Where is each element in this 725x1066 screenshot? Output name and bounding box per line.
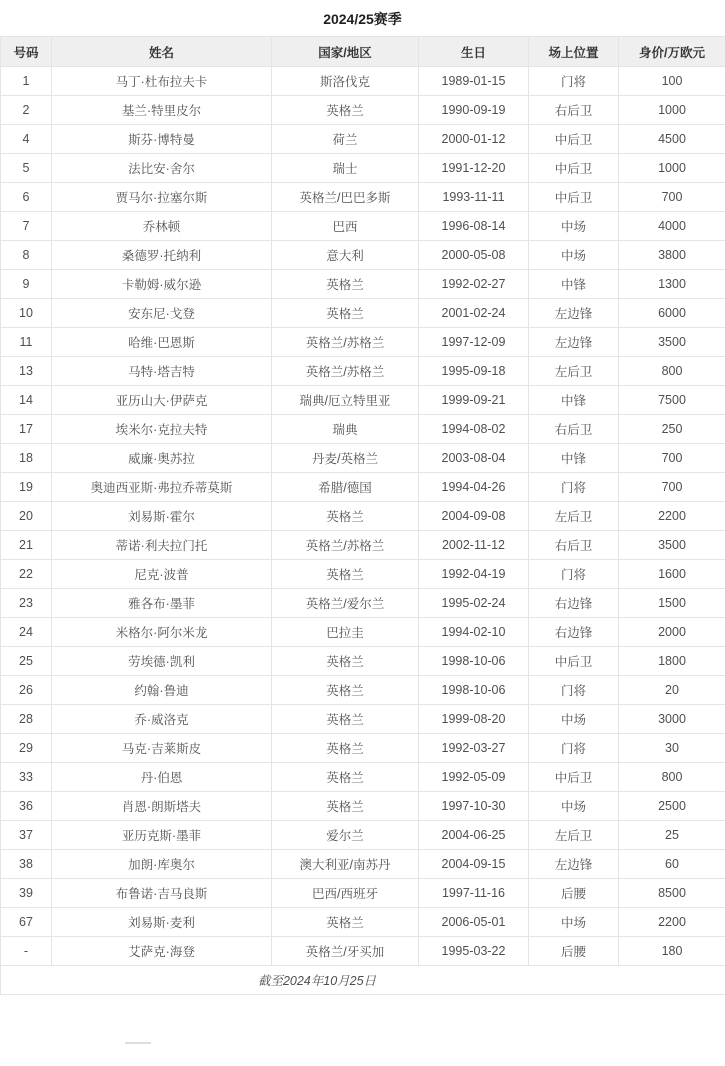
table-footnote: 截至2024年10月25日: [1, 966, 725, 995]
cell-value: 3500: [619, 531, 725, 560]
cell-position: 后腰: [529, 937, 619, 966]
table-row: [1, 386, 725, 415]
column-header-number: 号码: [1, 37, 52, 67]
cell-position: 中场: [529, 792, 619, 821]
cell-birthday: 2004-09-08: [419, 502, 529, 531]
cell-number: 9: [1, 270, 52, 299]
cell-name: 威廉·奥苏拉: [52, 444, 272, 473]
cell-nation: 巴西/西班牙: [272, 879, 419, 908]
cell-name: 加朗·库奥尔: [52, 850, 272, 879]
cell-value: 800: [619, 357, 725, 386]
cell-number: 36: [1, 792, 52, 821]
cell-value: 100: [619, 67, 725, 96]
cell-value: 1000: [619, 96, 725, 125]
cell-number: 18: [1, 444, 52, 473]
cell-number: 21: [1, 531, 52, 560]
cell-nation: 英格兰/苏格兰: [272, 328, 419, 357]
cell-position: 门将: [529, 676, 619, 705]
cell-value: 2200: [619, 502, 725, 531]
cell-value: 1600: [619, 560, 725, 589]
table-row: [1, 763, 725, 792]
cell-name: 乔林顿: [52, 212, 272, 241]
cell-birthday: 2002-11-12: [419, 531, 529, 560]
cell-position: 后腰: [529, 879, 619, 908]
cell-value: 2500: [619, 792, 725, 821]
cell-nation: 英格兰/牙买加: [272, 937, 419, 966]
cell-value: 30: [619, 734, 725, 763]
cell-nation: 斯洛伐克: [272, 67, 419, 96]
cell-number: 11: [1, 328, 52, 357]
cell-birthday: 1997-10-30: [419, 792, 529, 821]
cell-number: 2: [1, 96, 52, 125]
cell-birthday: 1991-12-20: [419, 154, 529, 183]
table-row: [1, 589, 725, 618]
cell-position: 中场: [529, 908, 619, 937]
cell-nation: 英格兰: [272, 734, 419, 763]
table-row: [1, 647, 725, 676]
table-row: [1, 328, 725, 357]
cell-value: 4000: [619, 212, 725, 241]
cell-position: 中场: [529, 241, 619, 270]
table-row: [1, 734, 725, 763]
table-row: [1, 531, 725, 560]
table-row: [1, 357, 725, 386]
cell-position: 中锋: [529, 444, 619, 473]
cell-position: 右后卫: [529, 96, 619, 125]
cell-name: 哈维·巴恩斯: [52, 328, 272, 357]
cell-name: 刘易斯·麦利: [52, 908, 272, 937]
cell-birthday: 2006-05-01: [419, 908, 529, 937]
cell-value: 2200: [619, 908, 725, 937]
cell-value: 1000: [619, 154, 725, 183]
table-row: [1, 879, 725, 908]
bottom-dash: [125, 1042, 151, 1044]
cell-number: -: [1, 937, 52, 966]
cell-birthday: 2000-05-08: [419, 241, 529, 270]
cell-birthday: 1995-02-24: [419, 589, 529, 618]
cell-nation: 瑞典/厄立特里亚: [272, 386, 419, 415]
cell-number: 25: [1, 647, 52, 676]
cell-nation: 英格兰: [272, 705, 419, 734]
cell-nation: 英格兰: [272, 763, 419, 792]
cell-name: 亚历克斯·墨菲: [52, 821, 272, 850]
cell-birthday: 2004-09-15: [419, 850, 529, 879]
table-row: [1, 299, 725, 328]
cell-nation: 英格兰: [272, 502, 419, 531]
cell-number: 10: [1, 299, 52, 328]
table-row: [1, 850, 725, 879]
cell-name: 安东尼·戈登: [52, 299, 272, 328]
cell-nation: 瑞典: [272, 415, 419, 444]
cell-value: 3800: [619, 241, 725, 270]
cell-position: 门将: [529, 67, 619, 96]
table-row: [1, 502, 725, 531]
cell-name: 埃米尔·克拉夫特: [52, 415, 272, 444]
cell-value: 2000: [619, 618, 725, 647]
cell-name: 肖恩·朗斯塔夫: [52, 792, 272, 821]
cell-birthday: 1996-08-14: [419, 212, 529, 241]
table-row: [1, 241, 725, 270]
cell-number: 1: [1, 67, 52, 96]
footer-row: [1, 966, 725, 995]
cell-position: 门将: [529, 473, 619, 502]
table-row: [1, 560, 725, 589]
cell-position: 门将: [529, 734, 619, 763]
cell-birthday: 1992-04-19: [419, 560, 529, 589]
cell-nation: 爱尔兰: [272, 821, 419, 850]
cell-nation: 意大利: [272, 241, 419, 270]
cell-name: 贾马尔·拉塞尔斯: [52, 183, 272, 212]
table-row: [1, 67, 725, 96]
cell-position: 门将: [529, 560, 619, 589]
cell-nation: 英格兰/苏格兰: [272, 357, 419, 386]
cell-value: 60: [619, 850, 725, 879]
table-row: [1, 415, 725, 444]
cell-number: 6: [1, 183, 52, 212]
cell-name: 乔·威洛克: [52, 705, 272, 734]
cell-name: 刘易斯·霍尔: [52, 502, 272, 531]
cell-nation: 英格兰: [272, 792, 419, 821]
cell-value: 250: [619, 415, 725, 444]
cell-position: 中后卫: [529, 183, 619, 212]
table-footer: [1, 966, 725, 995]
cell-number: 29: [1, 734, 52, 763]
cell-birthday: 1995-09-18: [419, 357, 529, 386]
table-row: [1, 821, 725, 850]
cell-number: 19: [1, 473, 52, 502]
cell-name: 马特·塔吉特: [52, 357, 272, 386]
column-header-value: 身价/万欧元: [619, 37, 725, 67]
cell-position: 中后卫: [529, 125, 619, 154]
column-header-birthday: 生日: [419, 37, 529, 67]
cell-nation: 英格兰: [272, 908, 419, 937]
cell-position: 左边锋: [529, 850, 619, 879]
cell-nation: 英格兰: [272, 676, 419, 705]
cell-number: 13: [1, 357, 52, 386]
cell-value: 8500: [619, 879, 725, 908]
column-header-name: 姓名: [52, 37, 272, 67]
table-row: [1, 96, 725, 125]
cell-nation: 英格兰/巴巴多斯: [272, 183, 419, 212]
cell-position: 左边锋: [529, 328, 619, 357]
cell-number: 8: [1, 241, 52, 270]
cell-position: 左边锋: [529, 299, 619, 328]
cell-birthday: 2001-02-24: [419, 299, 529, 328]
cell-position: 中后卫: [529, 763, 619, 792]
cell-name: 卡勒姆·威尔逊: [52, 270, 272, 299]
table-row: [1, 183, 725, 212]
table-row: [1, 444, 725, 473]
cell-nation: 丹麦/英格兰: [272, 444, 419, 473]
cell-birthday: 1999-09-21: [419, 386, 529, 415]
cell-value: 700: [619, 183, 725, 212]
cell-name: 艾萨克·海登: [52, 937, 272, 966]
table-row: [1, 908, 725, 937]
cell-name: 布鲁诺·吉马良斯: [52, 879, 272, 908]
cell-nation: 英格兰: [272, 96, 419, 125]
cell-name: 亚历山大·伊萨克: [52, 386, 272, 415]
cell-position: 左后卫: [529, 821, 619, 850]
cell-nation: 英格兰: [272, 270, 419, 299]
cell-birthday: 1990-09-19: [419, 96, 529, 125]
cell-value: 3500: [619, 328, 725, 357]
cell-birthday: 1989-01-15: [419, 67, 529, 96]
cell-position: 右边锋: [529, 618, 619, 647]
cell-value: 180: [619, 937, 725, 966]
cell-number: 4: [1, 125, 52, 154]
cell-birthday: 1994-04-26: [419, 473, 529, 502]
cell-nation: 英格兰/苏格兰: [272, 531, 419, 560]
cell-position: 右后卫: [529, 531, 619, 560]
cell-position: 中后卫: [529, 647, 619, 676]
cell-nation: 英格兰: [272, 560, 419, 589]
cell-position: 右后卫: [529, 415, 619, 444]
cell-number: 5: [1, 154, 52, 183]
cell-nation: 瑞士: [272, 154, 419, 183]
cell-nation: 英格兰: [272, 299, 419, 328]
cell-number: 22: [1, 560, 52, 589]
cell-name: 米格尔·阿尔米龙: [52, 618, 272, 647]
cell-value: 800: [619, 763, 725, 792]
cell-position: 中锋: [529, 270, 619, 299]
cell-position: 右边锋: [529, 589, 619, 618]
cell-birthday: 1997-12-09: [419, 328, 529, 357]
cell-position: 中锋: [529, 386, 619, 415]
cell-birthday: 1998-10-06: [419, 676, 529, 705]
cell-value: 3000: [619, 705, 725, 734]
table-row: [1, 792, 725, 821]
cell-name: 斯芬·博特曼: [52, 125, 272, 154]
cell-birthday: 2003-08-04: [419, 444, 529, 473]
table-row: [1, 618, 725, 647]
cell-position: 中场: [529, 705, 619, 734]
table-row: [1, 154, 725, 183]
table-row: [1, 473, 725, 502]
squad-table: [0, 36, 725, 995]
cell-birthday: 1998-10-06: [419, 647, 529, 676]
cell-value: 1800: [619, 647, 725, 676]
cell-position: 中场: [529, 212, 619, 241]
cell-number: 7: [1, 212, 52, 241]
column-header-position: 场上位置: [529, 37, 619, 67]
cell-name: 基兰·特里皮尔: [52, 96, 272, 125]
cell-name: 马丁·杜布拉夫卡: [52, 67, 272, 96]
cell-number: 23: [1, 589, 52, 618]
cell-birthday: 1992-02-27: [419, 270, 529, 299]
table-row: [1, 937, 725, 966]
cell-birthday: 1994-02-10: [419, 618, 529, 647]
cell-number: 37: [1, 821, 52, 850]
cell-birthday: 1992-05-09: [419, 763, 529, 792]
cell-name: 约翰·鲁迪: [52, 676, 272, 705]
page-title: 2024/25赛季: [323, 11, 402, 27]
cell-name: 劳埃德·凯利: [52, 647, 272, 676]
cell-name: 奥迪西亚斯·弗拉乔蒂莫斯: [52, 473, 272, 502]
cell-name: 雅各布·墨菲: [52, 589, 272, 618]
cell-birthday: 2004-06-25: [419, 821, 529, 850]
cell-name: 尼克·波普: [52, 560, 272, 589]
cell-name: 丹·伯恩: [52, 763, 272, 792]
cell-value: 700: [619, 444, 725, 473]
cell-name: 法比安·舍尔: [52, 154, 272, 183]
cell-birthday: 1999-08-20: [419, 705, 529, 734]
cell-position: 左后卫: [529, 357, 619, 386]
column-header-nation: 国家/地区: [272, 37, 419, 67]
cell-number: 24: [1, 618, 52, 647]
cell-name: 桑德罗·托纳利: [52, 241, 272, 270]
table-body: [1, 67, 725, 966]
cell-number: 17: [1, 415, 52, 444]
cell-value: 20: [619, 676, 725, 705]
cell-nation: 英格兰/爱尔兰: [272, 589, 419, 618]
cell-name: 马克·吉莱斯皮: [52, 734, 272, 763]
table-row: [1, 125, 725, 154]
cell-nation: 巴西: [272, 212, 419, 241]
cell-position: 中后卫: [529, 154, 619, 183]
cell-value: 1500: [619, 589, 725, 618]
table-row: [1, 705, 725, 734]
cell-nation: 澳大利亚/南苏丹: [272, 850, 419, 879]
cell-birthday: 1992-03-27: [419, 734, 529, 763]
cell-birthday: 1993-11-11: [419, 183, 529, 212]
table-header: [1, 37, 725, 67]
header-row: [1, 37, 725, 67]
table-row: [1, 212, 725, 241]
cell-number: 26: [1, 676, 52, 705]
cell-nation: 荷兰: [272, 125, 419, 154]
cell-number: 67: [1, 908, 52, 937]
table-row: [1, 676, 725, 705]
cell-value: 4500: [619, 125, 725, 154]
cell-number: 33: [1, 763, 52, 792]
cell-value: 700: [619, 473, 725, 502]
cell-value: 25: [619, 821, 725, 850]
cell-birthday: 1994-08-02: [419, 415, 529, 444]
cell-number: 14: [1, 386, 52, 415]
cell-name: 蒂诺·利夫拉门托: [52, 531, 272, 560]
cell-nation: 英格兰: [272, 647, 419, 676]
cell-value: 6000: [619, 299, 725, 328]
cell-number: 38: [1, 850, 52, 879]
cell-birthday: 1995-03-22: [419, 937, 529, 966]
cell-birthday: 1997-11-16: [419, 879, 529, 908]
cell-nation: 希腊/德国: [272, 473, 419, 502]
cell-position: 左后卫: [529, 502, 619, 531]
cell-nation: 巴拉圭: [272, 618, 419, 647]
cell-birthday: 2000-01-12: [419, 125, 529, 154]
table-row: [1, 270, 725, 299]
cell-value: 1300: [619, 270, 725, 299]
cell-number: 20: [1, 502, 52, 531]
cell-value: 7500: [619, 386, 725, 415]
cell-number: 28: [1, 705, 52, 734]
cell-number: 39: [1, 879, 52, 908]
